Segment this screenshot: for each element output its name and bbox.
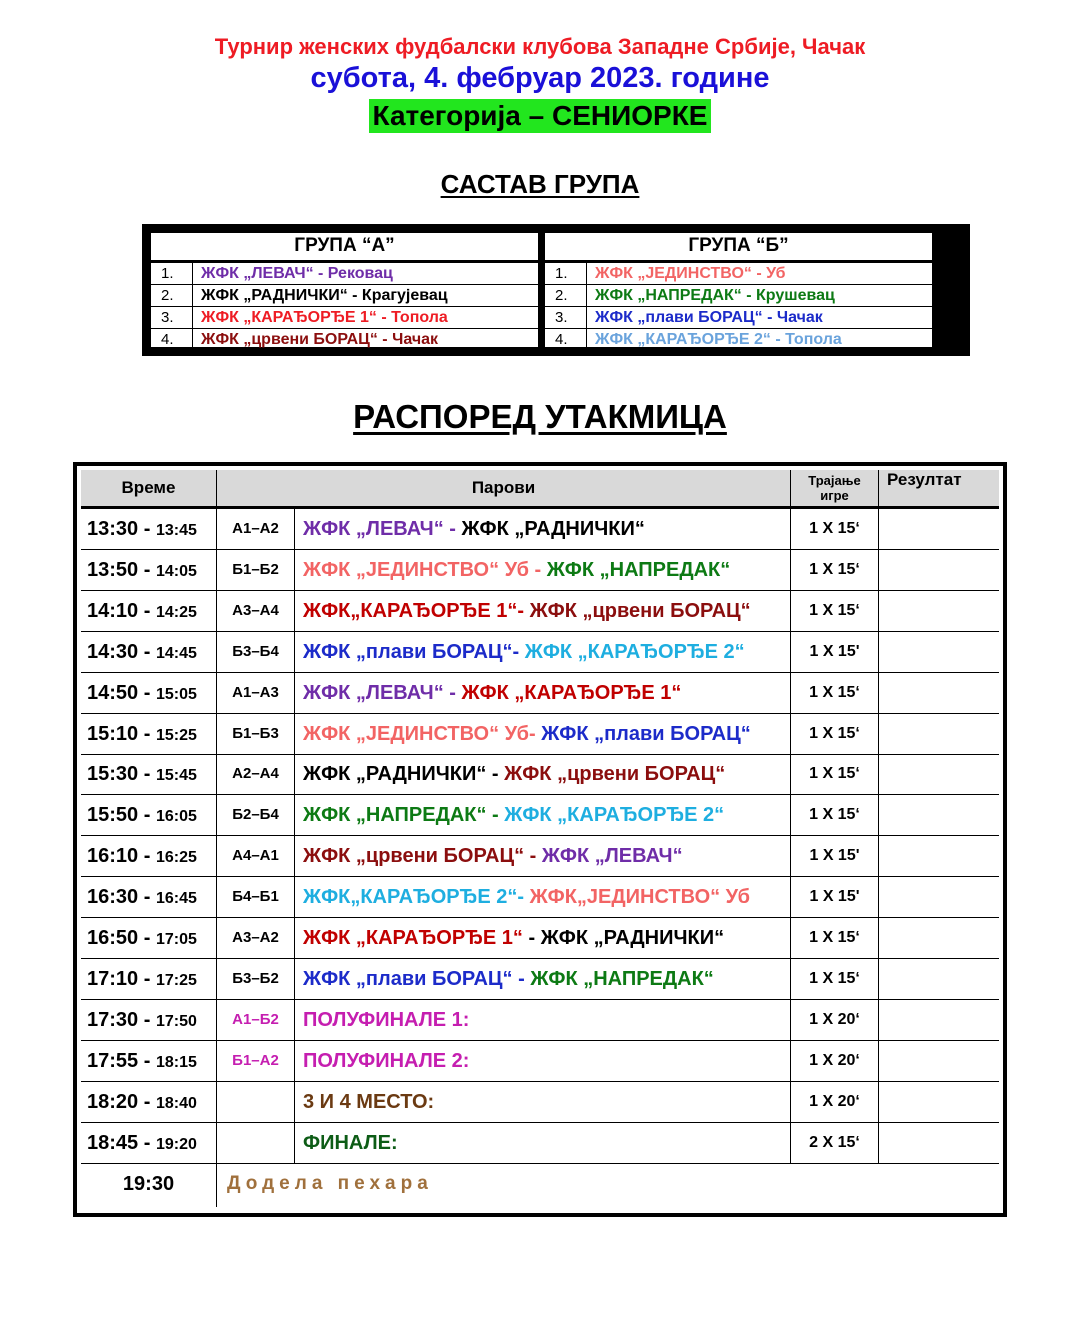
match-duration: 1 X 15' bbox=[791, 632, 879, 672]
match-start-time: 17:30 bbox=[87, 1008, 139, 1031]
match-team: ЖФК„КАРАЂОРЂЕ 1“- bbox=[303, 599, 530, 622]
match-duration: 1 X 15‘ bbox=[791, 550, 879, 590]
match-start-time: 17:10 bbox=[87, 967, 139, 990]
header-duration bbox=[791, 470, 879, 506]
match-row bbox=[81, 1123, 999, 1164]
match-pair bbox=[295, 877, 791, 917]
match-end-time: 16:25 bbox=[155, 849, 197, 867]
group-a bbox=[148, 230, 541, 350]
match-row bbox=[81, 754, 999, 795]
time-dash: - bbox=[138, 967, 156, 990]
time-dash: - bbox=[138, 640, 156, 663]
match-row bbox=[81, 918, 999, 959]
time-dash: - bbox=[138, 518, 156, 540]
time-dash: - bbox=[138, 845, 156, 868]
match-team: - ЖФК „РАДНИЧКИ“ bbox=[522, 927, 725, 949]
match-end-time: 15:45 bbox=[155, 767, 197, 785]
match-team: 3 И 4 МЕСТО: bbox=[303, 1090, 435, 1113]
match-team: ЖФК „ЛЕВАЧ“ bbox=[541, 845, 683, 868]
group-a-title: ГРУПА “А” bbox=[148, 230, 541, 260]
match-time bbox=[81, 877, 217, 917]
group-team-row bbox=[545, 285, 932, 307]
match-result-cell bbox=[879, 550, 999, 590]
category-wrapper bbox=[0, 99, 1080, 133]
match-time bbox=[81, 509, 217, 549]
match-duration: 1 X 15‘ bbox=[791, 959, 879, 999]
header-pairs: Парови bbox=[217, 470, 791, 506]
match-code: А1–Б2 bbox=[217, 1000, 295, 1040]
match-end-time: 14:45 bbox=[155, 644, 197, 662]
time-dash: - bbox=[138, 1131, 156, 1154]
match-pair bbox=[295, 1000, 791, 1040]
match-pair bbox=[295, 591, 791, 631]
match-start-time: 17:55 bbox=[87, 1049, 139, 1072]
match-team: ЖФК„ЈЕДИНСТВО“ Уб bbox=[529, 886, 750, 909]
match-result-cell bbox=[879, 836, 999, 876]
match-team: ЖФК „ЈЕДИНСТВО“ Уб- bbox=[303, 722, 542, 745]
match-start-time: 13:50 bbox=[87, 558, 139, 581]
header-time: Време bbox=[81, 470, 217, 506]
match-result-cell bbox=[879, 877, 999, 917]
match-end-time: 15:05 bbox=[155, 685, 197, 703]
match-pair bbox=[295, 1041, 791, 1081]
group-team-name: ЖФК „РАДНИЧКИ“ - Крагујевац bbox=[201, 287, 448, 304]
match-row bbox=[81, 959, 999, 1000]
group-b bbox=[542, 230, 935, 350]
match-pair bbox=[295, 509, 791, 549]
match-team: ЖФК „НАПРЕДАК“ bbox=[530, 967, 714, 990]
match-team: ЖФК „плави БОРАЦ“- bbox=[303, 640, 525, 663]
match-team: ЖФК „ЛЕВАЧ“ - bbox=[303, 518, 462, 540]
match-end-time: 14:05 bbox=[155, 562, 197, 580]
match-time bbox=[81, 550, 217, 590]
match-row bbox=[81, 1000, 999, 1041]
match-time bbox=[81, 795, 217, 835]
group-team-name: ЖФК „ЛЕВАЧ“ - Рековац bbox=[201, 265, 393, 282]
match-pair bbox=[295, 836, 791, 876]
time-dash: - bbox=[138, 804, 156, 827]
groups-heading: САСТАВ ГРУПА bbox=[440, 169, 640, 199]
time-dash: - bbox=[138, 1049, 156, 1072]
match-row bbox=[81, 877, 999, 918]
match-team: ЖФК „НАПРЕДАК“ - bbox=[303, 804, 505, 827]
time-dash: - bbox=[138, 681, 156, 704]
match-end-time: 17:25 bbox=[155, 971, 197, 989]
match-row bbox=[81, 591, 999, 632]
match-time bbox=[81, 632, 217, 672]
match-result-cell bbox=[879, 754, 999, 794]
group-team-row bbox=[545, 329, 932, 350]
match-end-time: 17:05 bbox=[155, 931, 197, 948]
match-result-cell bbox=[879, 632, 999, 672]
match-end-time: 19:20 bbox=[155, 1135, 197, 1153]
time-dash: - bbox=[138, 1008, 156, 1031]
match-duration: 1 X 15‘ bbox=[791, 509, 879, 549]
match-code: Б3–Б4 bbox=[217, 632, 295, 672]
match-end-time: 14:25 bbox=[155, 603, 197, 621]
group-team-row bbox=[151, 285, 538, 307]
time-dash: - bbox=[138, 763, 156, 786]
match-team: ЖФК „црвени БОРАЦ“ bbox=[504, 763, 726, 786]
match-pair bbox=[295, 754, 791, 794]
time-dash: - bbox=[138, 558, 156, 581]
match-result-cell bbox=[879, 1000, 999, 1040]
schedule-heading: РАСПОРЕД УТАКМИЦА bbox=[353, 398, 727, 435]
match-row bbox=[81, 673, 999, 714]
match-duration: 1 X 15‘ bbox=[791, 918, 879, 958]
match-duration: 1 X 20‘ bbox=[791, 1041, 879, 1081]
group-team-name: ЖФК „НАПРЕДАК“ - Крушевац bbox=[595, 287, 835, 304]
match-code: Б1–Б2 bbox=[217, 550, 295, 590]
group-team-row bbox=[545, 263, 932, 285]
match-team: ЖФК „плави БОРАЦ“ bbox=[541, 722, 751, 745]
match-end-time: 16:05 bbox=[155, 808, 197, 826]
match-team: ЖФК „црвени БОРАЦ“ bbox=[529, 599, 751, 622]
match-duration: 1 X 15‘ bbox=[791, 754, 879, 794]
match-duration: 1 X 15' bbox=[791, 877, 879, 917]
match-start-time: 15:30 bbox=[87, 763, 139, 786]
group-team-number: 1. bbox=[545, 263, 587, 284]
match-start-time: 14:30 bbox=[87, 640, 139, 663]
group-team-number: 1. bbox=[151, 263, 193, 284]
match-start-time: 18:45 bbox=[87, 1131, 139, 1154]
group-team-name: ЖФК „плави БОРАЦ“ - Чачак bbox=[595, 309, 823, 326]
time-dash: - bbox=[138, 927, 156, 949]
match-duration: 2 X 15‘ bbox=[791, 1123, 879, 1163]
match-team: ЖФК „РАДНИЧКИ“ bbox=[461, 518, 645, 540]
match-row bbox=[81, 1082, 999, 1123]
match-team: ЖФК „КАРАЂОРЂЕ 1“ bbox=[461, 681, 682, 704]
match-team: ЖФК „ЈЕДИНСТВО“ Уб - bbox=[303, 558, 547, 581]
match-row bbox=[81, 1041, 999, 1082]
match-end-time: 16:45 bbox=[155, 890, 197, 908]
group-team-row bbox=[151, 263, 538, 285]
match-team: ПОЛУФИНАЛЕ 2: bbox=[303, 1049, 470, 1072]
match-code: А1–А2 bbox=[217, 509, 295, 549]
match-time bbox=[81, 591, 217, 631]
match-result-cell bbox=[879, 673, 999, 713]
match-end-time: 18:15 bbox=[155, 1053, 197, 1071]
match-team: ЖФК „црвени БОРАЦ“ - bbox=[303, 845, 542, 868]
match-row bbox=[81, 795, 999, 836]
match-result-cell bbox=[879, 918, 999, 958]
match-result-cell bbox=[879, 509, 999, 549]
match-row bbox=[81, 714, 999, 755]
match-pair bbox=[295, 1123, 791, 1163]
award-row bbox=[81, 1163, 999, 1207]
groups-table bbox=[142, 224, 970, 356]
award-time: 19:30 bbox=[81, 1163, 217, 1207]
match-team: ЖФК „ЛЕВАЧ“ - bbox=[303, 681, 462, 704]
match-row bbox=[81, 836, 999, 877]
time-dash: - bbox=[138, 722, 156, 745]
match-pair bbox=[295, 550, 791, 590]
match-code: Б1–Б3 bbox=[217, 714, 295, 754]
match-code bbox=[217, 1123, 295, 1163]
match-duration: 1 X 15‘ bbox=[791, 795, 879, 835]
group-team-number: 3. bbox=[545, 307, 587, 328]
group-team-row bbox=[545, 307, 932, 329]
group-b-list bbox=[542, 260, 935, 350]
match-code: А2–А4 bbox=[217, 754, 295, 794]
match-end-time: 15:25 bbox=[155, 726, 197, 744]
match-end-time: 13:45 bbox=[155, 522, 197, 539]
match-row bbox=[81, 550, 999, 591]
tournament-title: Турнир женских фудбалски клубова Западне Србије, Чачак bbox=[214, 34, 866, 59]
match-duration: 1 X 20‘ bbox=[791, 1082, 879, 1122]
match-result-cell bbox=[879, 714, 999, 754]
match-time bbox=[81, 714, 217, 754]
group-team-row bbox=[151, 329, 538, 350]
match-time bbox=[81, 1000, 217, 1040]
match-duration: 1 X 15‘ bbox=[791, 673, 879, 713]
match-end-time: 17:50 bbox=[155, 1012, 197, 1030]
match-pair bbox=[295, 918, 791, 958]
group-team-name: ЖФК „ЈЕДИНСТВО“ - Уб bbox=[595, 265, 786, 282]
match-team: ЖФК „КАРАЂОРЂЕ 2“ bbox=[504, 804, 725, 827]
match-time bbox=[81, 1041, 217, 1081]
schedule-table bbox=[73, 462, 1007, 1217]
match-start-time: 13:30 bbox=[87, 518, 139, 540]
group-team-row bbox=[151, 307, 538, 329]
match-end-time: 18:40 bbox=[155, 1094, 197, 1112]
match-pair bbox=[295, 795, 791, 835]
award-label: Додела пехара bbox=[227, 1173, 433, 1195]
match-team: ЖФК „плави БОРАЦ“ - bbox=[303, 967, 531, 990]
match-result-cell bbox=[879, 1041, 999, 1081]
category-label: Категорија – СЕНИОРКЕ bbox=[369, 99, 712, 133]
match-code: Б3–Б2 bbox=[217, 959, 295, 999]
match-start-time: 14:10 bbox=[87, 599, 139, 622]
header-duration-line2: игре bbox=[820, 488, 849, 503]
match-result-cell bbox=[879, 795, 999, 835]
match-time bbox=[81, 959, 217, 999]
match-code: Б1–А2 bbox=[217, 1041, 295, 1081]
match-pair bbox=[295, 673, 791, 713]
match-code: А3–А4 bbox=[217, 591, 295, 631]
match-time bbox=[81, 1123, 217, 1163]
match-code: А3–А2 bbox=[217, 918, 295, 958]
match-team: ЖФК „КАРАЂОРЂЕ 1“ bbox=[303, 927, 523, 949]
match-code: А1–А3 bbox=[217, 673, 295, 713]
group-team-name: ЖФК „КАРАЂОРЂЕ 2“ - Топола bbox=[595, 331, 842, 348]
match-duration: 1 X 15' bbox=[791, 836, 879, 876]
match-result-cell bbox=[879, 591, 999, 631]
match-time bbox=[81, 673, 217, 713]
group-team-number: 4. bbox=[151, 329, 193, 350]
match-result-cell bbox=[879, 959, 999, 999]
match-row bbox=[81, 509, 999, 550]
match-result-cell bbox=[879, 1123, 999, 1163]
group-b-title: ГРУПА “Б” bbox=[542, 230, 935, 260]
match-row bbox=[81, 632, 999, 673]
match-duration: 1 X 20‘ bbox=[791, 1000, 879, 1040]
match-start-time: 18:20 bbox=[87, 1090, 139, 1113]
time-dash: - bbox=[138, 599, 156, 622]
match-start-time: 16:10 bbox=[87, 845, 139, 868]
match-duration: 1 X 15‘ bbox=[791, 591, 879, 631]
group-a-list bbox=[148, 260, 541, 350]
match-time bbox=[81, 1082, 217, 1122]
match-team: ФИНАЛЕ: bbox=[303, 1131, 398, 1154]
group-team-number: 2. bbox=[545, 285, 587, 306]
time-dash: - bbox=[138, 886, 156, 909]
match-pair bbox=[295, 632, 791, 672]
group-team-name: ЖФК „црвени БОРАЦ“ - Чачак bbox=[201, 331, 439, 348]
match-code: Б4–Б1 bbox=[217, 877, 295, 917]
match-duration: 1 X 15‘ bbox=[791, 714, 879, 754]
match-team: ПОЛУФИНАЛЕ 1: bbox=[303, 1008, 470, 1031]
match-code: Б2–Б4 bbox=[217, 795, 295, 835]
match-team: ЖФК „НАПРЕДАК“ bbox=[546, 558, 731, 581]
match-start-time: 16:50 bbox=[87, 927, 139, 949]
match-start-time: 15:50 bbox=[87, 804, 139, 827]
group-team-number: 2. bbox=[151, 285, 193, 306]
header-result: Резултат bbox=[887, 470, 962, 489]
time-dash: - bbox=[138, 1090, 156, 1113]
match-start-time: 15:10 bbox=[87, 722, 139, 745]
group-team-number: 4. bbox=[545, 329, 587, 350]
match-code bbox=[217, 1082, 295, 1122]
match-pair bbox=[295, 1082, 791, 1122]
match-result-cell bbox=[879, 1082, 999, 1122]
match-time bbox=[81, 754, 217, 794]
schedule-header-row bbox=[81, 470, 999, 509]
match-team: ЖФК „КАРАЂОРЂЕ 2“ bbox=[524, 640, 745, 663]
match-start-time: 16:30 bbox=[87, 886, 139, 909]
header-duration-line1: Трајање bbox=[808, 473, 861, 488]
group-team-name: ЖФК „КАРАЂОРЂЕ 1“ - Топола bbox=[201, 309, 448, 326]
match-time bbox=[81, 836, 217, 876]
group-team-number: 3. bbox=[151, 307, 193, 328]
match-code: А4–А1 bbox=[217, 836, 295, 876]
tournament-date: субота, 4. фебруар 2023. године bbox=[310, 62, 770, 94]
match-pair bbox=[295, 959, 791, 999]
match-time bbox=[81, 918, 217, 958]
match-start-time: 14:50 bbox=[87, 681, 139, 704]
match-team: ЖФК „РАДНИЧКИ“ - bbox=[303, 763, 505, 786]
match-team: ЖФК„КАРАЂОРЂЕ 2“- bbox=[303, 886, 530, 909]
match-pair bbox=[295, 714, 791, 754]
